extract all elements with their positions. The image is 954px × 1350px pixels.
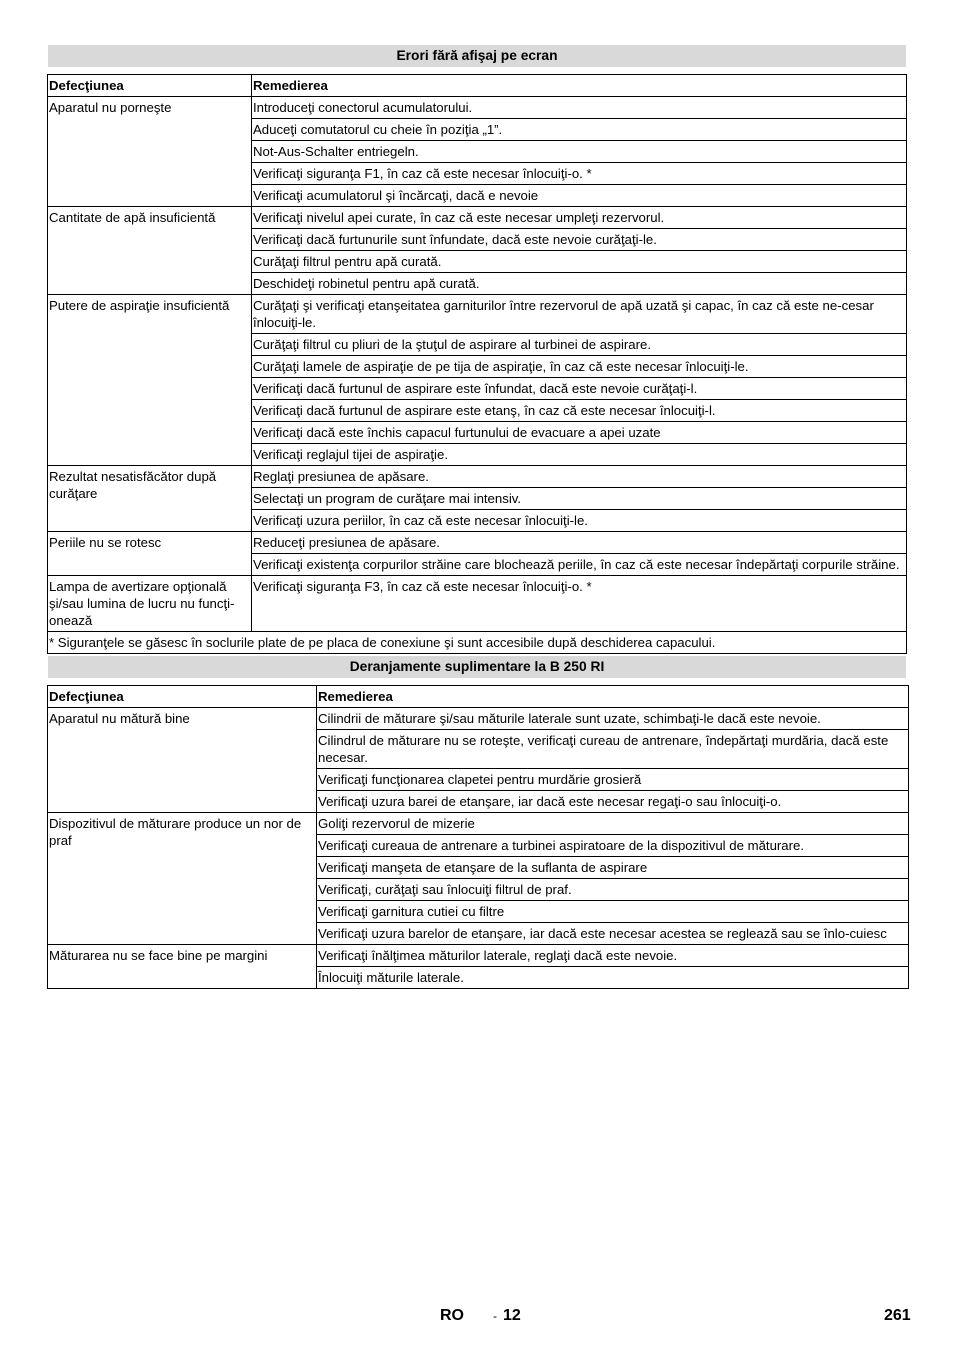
remedy-cell: Verificaţi siguranţa F1, în caz că este necesar înlocuiţi-o. *	[252, 163, 907, 185]
remedy-cell: Curăţaţi lamele de aspiraţie de pe tija de aspiraţie, în caz că este necesar înlocuiţi-le.	[252, 356, 907, 378]
remedy-cell: Selectaţi un program de curăţare mai intensiv.	[252, 488, 907, 510]
remedy-cell: Aduceţi comutatorul cu cheie în poziţia „1”.	[252, 119, 907, 141]
footnote: * Siguranţele se găsesc în soclurile plate de pe placa de conexiune şi sunt accesibile după deschiderea capacului.	[48, 632, 907, 654]
table-row	[48, 945, 909, 967]
remedy-cell: Verificaţi dacă furtunul de aspirare este etanş, în caz că este necesar înlocuiţi-l.	[252, 400, 907, 422]
footer-page-number: 261	[884, 1307, 911, 1324]
remedy-cell: Goliţi rezervorul de mizerie	[317, 813, 909, 835]
remedy-cell: Cilindrul de măturare nu se roteşte, verificaţi cureau de antrenare, îndepărtaţi murdăria, dacă este necesar.	[317, 730, 909, 769]
table-row	[48, 207, 907, 229]
footer-dash: -	[493, 1309, 497, 1323]
remedy-cell: Verificaţi reglajul tijei de aspiraţie.	[252, 444, 907, 466]
section-title-errors: Erori fără afişaj pe ecran	[48, 45, 906, 67]
fault-cell: Măturarea nu se face bine pe margini	[48, 945, 317, 989]
remedy-cell: Cilindrii de măturare şi/sau măturile laterale sunt uzate, schimbaţi-le dacă este nevoie.	[317, 708, 909, 730]
header-remedy: Remedierea	[317, 686, 909, 708]
fault-cell: Aparatul nu porneşte	[48, 97, 252, 207]
fault-cell: Lampa de avertizare opţională şi/sau lumina de lucru nu funcţi-onează	[48, 576, 252, 632]
remedy-cell: Verificaţi acumulatorul şi încărcaţi, dacă e nevoie	[252, 185, 907, 207]
fault-cell: Putere de aspiraţie insuficientă	[48, 295, 252, 466]
remedy-cell: Înlocuiţi măturile laterale.	[317, 967, 909, 989]
remedy-cell: Verificaţi siguranţa F3, în caz că este necesar înlocuiţi-o. *	[252, 576, 907, 632]
remedy-cell: Curăţaţi filtrul cu pliuri de la ştuţul de aspirare al turbinei de aspirare.	[252, 334, 907, 356]
table-row	[48, 97, 907, 119]
table-row	[48, 532, 907, 554]
footer-language: RO	[440, 1307, 464, 1324]
remedy-cell: Verificaţi înălţimea măturilor laterale, reglaţi dacă este nevoie.	[317, 945, 909, 967]
remedy-cell: Verificaţi dacă furtunurile sunt înfundate, dacă este nevoie curăţaţi-le.	[252, 229, 907, 251]
remedy-cell: Deschideţi robinetul pentru apă curată.	[252, 273, 907, 295]
remedy-cell: Verificaţi funcţionarea clapetei pentru murdărie grosieră	[317, 769, 909, 791]
fault-cell: Periile nu se rotesc	[48, 532, 252, 576]
table-row	[48, 813, 909, 835]
remedy-cell: Verificaţi uzura barelor de etanşare, iar dacă este necesar acestea se reglează sau se înlo-cuiesc	[317, 923, 909, 945]
footnote-row	[48, 632, 907, 654]
fault-cell: Dispozitivul de măturare produce un nor de praf	[48, 813, 317, 945]
table-row	[48, 295, 907, 334]
header-fault: Defecţiunea	[48, 75, 252, 97]
remedy-cell: Reduceţi presiunea de apăsare.	[252, 532, 907, 554]
table-header	[48, 75, 907, 97]
header-remedy: Remedierea	[252, 75, 907, 97]
remedy-cell: Verificaţi manşeta de etanşare de la suflanta de aspirare	[317, 857, 909, 879]
table-row	[48, 576, 907, 632]
additional-faults-table	[47, 685, 909, 989]
remedy-cell: Verificaţi cureaua de antrenare a turbinei aspiratoare de la dispozitivul de măturare.	[317, 835, 909, 857]
remedy-cell: Verificaţi nivelul apei curate, în caz că este necesar umpleţi rezervorul.	[252, 207, 907, 229]
remedy-cell: Introduceţi conectorul acumulatorului.	[252, 97, 907, 119]
remedy-cell: Verificaţi dacă furtunul de aspirare este înfundat, dacă este nevoie curăţaţi-l.	[252, 378, 907, 400]
table-row	[48, 708, 909, 730]
remedy-cell: Verificaţi uzura periilor, în caz că este necesar înlocuiţi-le.	[252, 510, 907, 532]
fault-cell: Aparatul nu mătură bine	[48, 708, 317, 813]
footer-local-page: 12	[503, 1307, 521, 1324]
remedy-cell: Curăţaţi şi verificaţi etanşeitatea garniturilor între rezervorul de apă uzată şi capac, în caz că este ne-cesar înlocuiţi-le.	[252, 295, 907, 334]
fault-cell: Rezultat nesatisfăcător după curăţare	[48, 466, 252, 532]
table-row	[48, 466, 907, 488]
remedy-cell: Verificaţi, curăţaţi sau înlocuiţi filtrul de praf.	[317, 879, 909, 901]
section-title-additional: Deranjamente suplimentare la B 250 RI	[48, 656, 906, 678]
table-header	[48, 686, 909, 708]
remedy-cell: Verificaţi garnitura cutiei cu filtre	[317, 901, 909, 923]
remedy-cell: Reglaţi presiunea de apăsare.	[252, 466, 907, 488]
remedy-cell: Curăţaţi filtrul pentru apă curată.	[252, 251, 907, 273]
remedy-cell: Verificaţi dacă este închis capacul furtunului de evacuare a apei uzate	[252, 422, 907, 444]
remedy-cell: Verificaţi uzura barei de etanşare, iar dacă este necesar regaţi-o sau înlocuiţi-o.	[317, 791, 909, 813]
header-fault: Defecţiunea	[48, 686, 317, 708]
errors-table	[47, 74, 907, 654]
remedy-cell: Not-Aus-Schalter entriegeln.	[252, 141, 907, 163]
remedy-cell: Verificaţi existenţa corpurilor străine care blochează periile, în caz că este necesar îndepărtaţi corpurile străine.	[252, 554, 907, 576]
fault-cell: Cantitate de apă insuficientă	[48, 207, 252, 295]
